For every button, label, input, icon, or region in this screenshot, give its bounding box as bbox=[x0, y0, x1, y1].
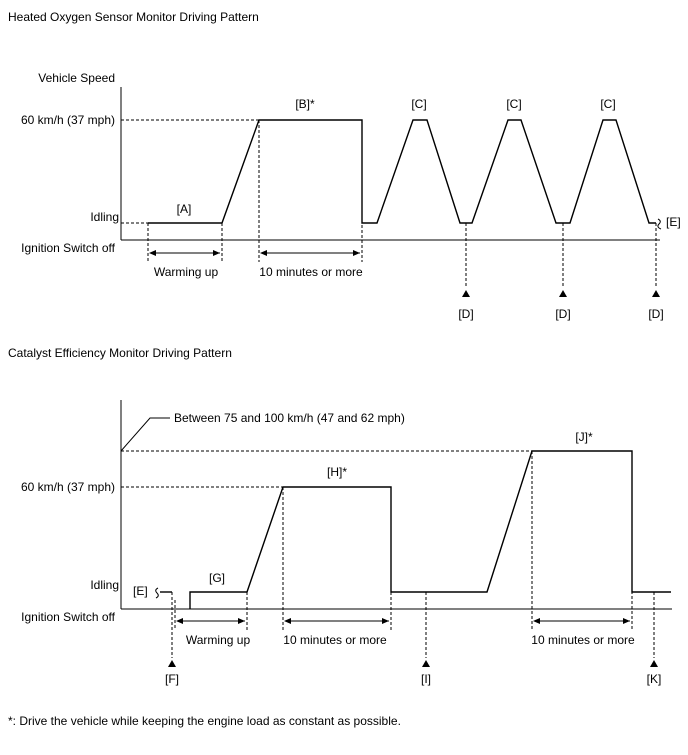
diagram1-warming-up-label: Warming up bbox=[153, 265, 219, 279]
diagram2-segment-g-label: [G] bbox=[208, 571, 226, 585]
diagram1-marker-d2-label: [D] bbox=[555, 307, 571, 321]
diagram2-speed-label: 60 km/h (37 mph) bbox=[20, 480, 115, 494]
diagram2-between-label: Between 75 and 100 km/h (47 and 62 mph) bbox=[174, 411, 405, 425]
diagram1-segment-c1-label: [C] bbox=[411, 97, 427, 111]
diagram2-ten-minutes-label-1: 10 minutes or more bbox=[283, 633, 387, 647]
diagram2-ignition-label: Ignition Switch off bbox=[21, 610, 115, 624]
diagram1-ignition-label: Ignition Switch off bbox=[21, 241, 115, 255]
diagram2-marker-f-triangle bbox=[168, 660, 176, 667]
diagram1-ten-minutes-label: 10 minutes or more bbox=[259, 265, 363, 279]
diagram1-y-axis-label: Vehicle Speed bbox=[38, 71, 115, 85]
diagram2-speed-profile-main bbox=[190, 451, 671, 609]
diagram1-marker-d1-triangle bbox=[462, 290, 470, 297]
diagram1-marker-d1-label: [D] bbox=[458, 307, 474, 321]
diagram1-segment-c3-label: [C] bbox=[600, 97, 616, 111]
diagram2-marker-e-label: [E] bbox=[133, 584, 148, 598]
diagram1-segment-c2-label: [C] bbox=[506, 97, 522, 111]
diagram2-marker-k-triangle bbox=[650, 660, 658, 667]
diagram1-speed-label: 60 km/h (37 mph) bbox=[20, 113, 115, 127]
diagram2-break-symbol bbox=[156, 588, 159, 598]
catalyst-efficiency-diagram bbox=[8, 346, 672, 686]
diagram1-title: Heated Oxygen Sensor Monitor Driving Pattern bbox=[8, 10, 259, 24]
diagram1-segment-b-label: [B]* bbox=[295, 97, 315, 111]
footnote: *: Drive the vehicle while keeping the engine load as constant as possible. bbox=[8, 714, 401, 728]
oxygen-sensor-diagram bbox=[8, 10, 681, 321]
diagram2-between-leader bbox=[121, 418, 170, 451]
diagram1-marker-e-label: [E] bbox=[666, 215, 681, 229]
diagram1-marker-d3-triangle bbox=[652, 290, 660, 297]
diagram2-marker-f-label: [F] bbox=[165, 672, 179, 686]
diagram2-marker-i-triangle bbox=[422, 660, 430, 667]
diagram2-segment-h-label: [H]* bbox=[326, 465, 348, 479]
diagram1-break-symbol bbox=[658, 219, 661, 229]
diagram1-idling-label: Idling bbox=[90, 210, 119, 224]
diagram2-marker-k-label: [K] bbox=[646, 672, 662, 686]
diagram2-ten-minutes-label-2: 10 minutes or more bbox=[531, 633, 635, 647]
diagram1-segment-a-label: [A] bbox=[176, 202, 192, 216]
diagram2-title: Catalyst Efficiency Monitor Driving Pattern bbox=[8, 346, 232, 360]
diagram1-marker-d3-label: [D] bbox=[648, 307, 664, 321]
diagram2-idling-label: Idling bbox=[90, 578, 119, 592]
diagram2-segment-j-label: [J]* bbox=[575, 430, 593, 444]
diagram1-marker-d2-triangle bbox=[559, 290, 567, 297]
diagram2-warming-up-label: Warming up bbox=[185, 633, 251, 647]
diagram1-speed-profile bbox=[148, 120, 656, 223]
diagram2-marker-i-label: [I] bbox=[420, 672, 432, 686]
